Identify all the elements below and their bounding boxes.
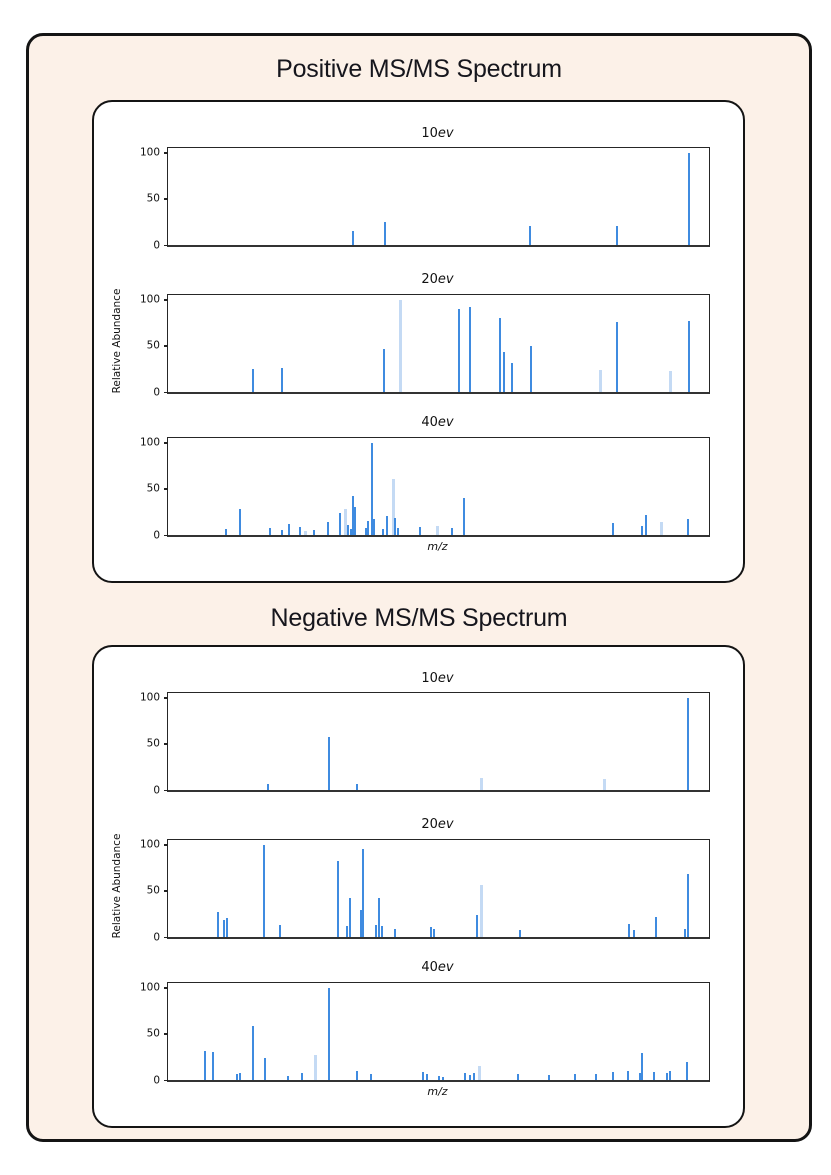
peak-bar bbox=[688, 321, 690, 392]
y-tick-label: 100 bbox=[139, 691, 160, 704]
peak-bar bbox=[529, 226, 531, 245]
peak-bar bbox=[225, 529, 227, 535]
peak-bar bbox=[252, 1026, 254, 1080]
y-tick-mark bbox=[164, 442, 168, 443]
peak-bar bbox=[517, 1074, 519, 1080]
y-tick-label: 0 bbox=[153, 238, 160, 251]
peak-bar bbox=[347, 525, 349, 535]
peak-bar bbox=[628, 924, 630, 937]
peak-bar bbox=[511, 363, 513, 392]
y-tick-mark bbox=[164, 535, 168, 536]
x-axis-label: m/z bbox=[427, 540, 448, 553]
plot-positive-40ev bbox=[139, 436, 710, 541]
peak-bar bbox=[346, 926, 348, 937]
peak-bar bbox=[548, 1075, 550, 1080]
y-tick-label: 50 bbox=[146, 884, 160, 897]
positive-spectrum-title: Positive MS/MS Spectrum bbox=[276, 55, 562, 83]
y-tick-label: 100 bbox=[139, 981, 160, 994]
plot-negative-20ev bbox=[139, 838, 710, 943]
peak-bar bbox=[394, 518, 396, 535]
y-tick-label: 0 bbox=[153, 783, 160, 796]
peak-bar bbox=[684, 929, 686, 937]
peak-bar bbox=[476, 915, 478, 937]
y-tick-mark bbox=[164, 245, 168, 246]
y-tick-mark bbox=[164, 937, 168, 938]
y-tick-mark bbox=[164, 488, 168, 489]
peak-bar bbox=[381, 926, 383, 937]
peak-bar bbox=[480, 778, 483, 790]
peak-bar bbox=[645, 515, 647, 535]
peak-bar bbox=[223, 920, 225, 937]
subplot-title-20ev bbox=[167, 273, 708, 286]
peak-bar bbox=[375, 925, 377, 937]
y-tick-label: 0 bbox=[153, 930, 160, 943]
subplot-title-number: 20 bbox=[421, 817, 438, 832]
peak-bar bbox=[574, 1074, 576, 1080]
peak-bar bbox=[239, 1073, 241, 1080]
peak-bar bbox=[438, 1076, 440, 1080]
y-tick-label: 50 bbox=[146, 482, 160, 495]
y-tick-label: 100 bbox=[139, 436, 160, 449]
peak-bar bbox=[269, 528, 271, 535]
peak-bar bbox=[226, 918, 228, 937]
peak-bar bbox=[519, 930, 521, 937]
peak-bar bbox=[354, 507, 356, 535]
y-tick-label: 50 bbox=[146, 1027, 160, 1040]
peak-bar bbox=[422, 1072, 424, 1080]
peak-bar bbox=[469, 307, 471, 392]
peak-bar bbox=[313, 530, 315, 535]
peak-bar bbox=[669, 1071, 671, 1080]
peak-bar bbox=[281, 368, 283, 392]
y-tick-label: 100 bbox=[139, 146, 160, 159]
peak-bar bbox=[627, 1071, 629, 1080]
y-tick-mark bbox=[164, 152, 168, 153]
y-tick-mark bbox=[164, 987, 168, 988]
peak-bar bbox=[464, 1073, 466, 1080]
peak-bar bbox=[301, 1073, 303, 1080]
y-tick-label: 50 bbox=[146, 339, 160, 352]
y-tick-mark bbox=[164, 1033, 168, 1034]
peak-bar bbox=[686, 1062, 688, 1080]
peak-bar bbox=[217, 912, 219, 937]
peak-bar bbox=[394, 929, 396, 937]
peak-bar bbox=[328, 737, 330, 790]
peak-bar bbox=[264, 1058, 266, 1080]
peak-bar bbox=[669, 371, 672, 392]
subplot-title-10ev bbox=[167, 127, 708, 140]
plot-negative-10ev bbox=[139, 691, 710, 796]
subplot-title-40ev bbox=[167, 961, 708, 974]
peak-bar bbox=[352, 231, 354, 245]
y-tick-label: 0 bbox=[153, 528, 160, 541]
peak-bar bbox=[458, 309, 460, 392]
subplot-title-number: 20 bbox=[421, 272, 438, 287]
subplot-title-unit: ev bbox=[437, 817, 454, 832]
peak-bar bbox=[328, 988, 330, 1080]
y-tick-mark bbox=[164, 392, 168, 393]
peak-bar bbox=[419, 527, 421, 535]
peak-bar bbox=[356, 1071, 358, 1080]
plot-positive-10ev bbox=[139, 146, 710, 251]
peak-bar bbox=[239, 509, 241, 535]
peak-bar bbox=[426, 1074, 428, 1080]
negative-spectrum-card bbox=[92, 645, 745, 1128]
y-axis-label: Relative Abundance bbox=[111, 833, 123, 939]
y-tick-mark bbox=[164, 790, 168, 791]
subplot-title-unit: ev bbox=[437, 272, 454, 287]
peak-bar bbox=[383, 349, 385, 392]
plot-negative-40ev bbox=[139, 981, 710, 1086]
peak-bar bbox=[382, 529, 384, 535]
y-tick-mark bbox=[164, 890, 168, 891]
peak-bar bbox=[399, 300, 402, 392]
y-tick-mark bbox=[164, 345, 168, 346]
y-tick-label: 50 bbox=[146, 737, 160, 750]
peak-bar bbox=[397, 528, 399, 535]
peak-bar bbox=[267, 784, 269, 790]
peak-bar bbox=[288, 524, 290, 535]
peak-bar bbox=[252, 369, 254, 392]
peak-bar bbox=[236, 1074, 238, 1080]
peak-bar bbox=[666, 1073, 668, 1080]
subplot-title-number: 40 bbox=[421, 960, 438, 975]
peak-bar bbox=[442, 1077, 444, 1080]
peak-bar bbox=[641, 526, 643, 535]
plot-positive-20ev bbox=[139, 293, 710, 398]
subplot-title-unit: ev bbox=[437, 671, 454, 686]
peak-bar bbox=[378, 898, 380, 937]
figure-panel bbox=[26, 33, 812, 1142]
x-axis-label: m/z bbox=[427, 1085, 448, 1098]
y-tick-label: 100 bbox=[139, 838, 160, 851]
peak-bar bbox=[499, 318, 501, 392]
peak-bar bbox=[204, 1051, 206, 1080]
peak-bar bbox=[616, 226, 618, 245]
peak-bar bbox=[386, 516, 388, 535]
peak-bar bbox=[327, 522, 329, 535]
peak-bar bbox=[603, 779, 606, 790]
peak-bar bbox=[612, 1072, 614, 1080]
subplot-title-number: 10 bbox=[421, 126, 438, 141]
y-tick-mark bbox=[164, 1080, 168, 1081]
peak-bar bbox=[595, 1074, 597, 1080]
peak-bar bbox=[430, 927, 432, 937]
subplot-title-unit: ev bbox=[437, 960, 454, 975]
peak-bar bbox=[370, 1074, 372, 1080]
y-tick-mark bbox=[164, 299, 168, 300]
peak-bar bbox=[356, 784, 358, 790]
peak-bar bbox=[349, 898, 351, 937]
peak-bar bbox=[367, 521, 369, 535]
peak-bar bbox=[660, 522, 663, 535]
peak-bar bbox=[436, 526, 439, 535]
negative-spectrum-title: Negative MS/MS Spectrum bbox=[270, 604, 568, 632]
y-tick-mark bbox=[164, 743, 168, 744]
subplot-title-unit: ev bbox=[437, 415, 454, 430]
peak-bar bbox=[451, 528, 453, 535]
peak-bar bbox=[478, 1066, 481, 1080]
subplot-title-40ev bbox=[167, 416, 708, 429]
peak-bar bbox=[212, 1052, 214, 1080]
peak-bar bbox=[633, 930, 635, 937]
subplot-title-unit: ev bbox=[437, 126, 454, 141]
peak-bar bbox=[263, 845, 265, 937]
peak-bar bbox=[480, 885, 483, 937]
peak-bar bbox=[616, 322, 618, 392]
peak-bar bbox=[469, 1075, 471, 1080]
y-tick-label: 0 bbox=[153, 1073, 160, 1086]
peak-bar bbox=[687, 698, 689, 790]
peak-bar bbox=[463, 498, 465, 535]
peak-bar bbox=[362, 849, 364, 937]
peak-bar bbox=[641, 1053, 643, 1080]
subplot-title-10ev bbox=[167, 672, 708, 685]
peak-bar bbox=[653, 1072, 655, 1080]
subplot-title-20ev bbox=[167, 818, 708, 831]
subplot-title-number: 40 bbox=[421, 415, 438, 430]
peak-bar bbox=[655, 917, 657, 937]
peak-bar bbox=[339, 513, 341, 535]
peak-bar bbox=[314, 1055, 317, 1080]
peak-bar bbox=[503, 352, 505, 392]
peak-bar bbox=[688, 153, 690, 245]
peak-bar bbox=[373, 519, 375, 535]
y-tick-mark bbox=[164, 844, 168, 845]
y-tick-label: 50 bbox=[146, 192, 160, 205]
peak-bar bbox=[281, 530, 283, 535]
peak-bar bbox=[612, 523, 614, 535]
peak-bar bbox=[287, 1076, 289, 1080]
subplot-title-number: 10 bbox=[421, 671, 438, 686]
peak-bar bbox=[337, 861, 339, 937]
positive-spectrum-card bbox=[92, 100, 745, 583]
peak-bar bbox=[473, 1073, 475, 1080]
peak-bar bbox=[530, 346, 532, 392]
y-tick-label: 100 bbox=[139, 293, 160, 306]
peak-bar bbox=[433, 929, 435, 937]
peak-bar bbox=[599, 370, 602, 392]
peak-bar bbox=[279, 925, 281, 937]
peak-bar bbox=[299, 527, 301, 535]
y-tick-mark bbox=[164, 198, 168, 199]
peak-bar bbox=[304, 531, 307, 535]
y-axis-label: Relative Abundance bbox=[111, 288, 123, 394]
peak-bar bbox=[687, 519, 689, 535]
peak-bar bbox=[384, 222, 386, 245]
y-tick-label: 0 bbox=[153, 385, 160, 398]
peak-bar bbox=[687, 874, 689, 937]
y-tick-mark bbox=[164, 697, 168, 698]
